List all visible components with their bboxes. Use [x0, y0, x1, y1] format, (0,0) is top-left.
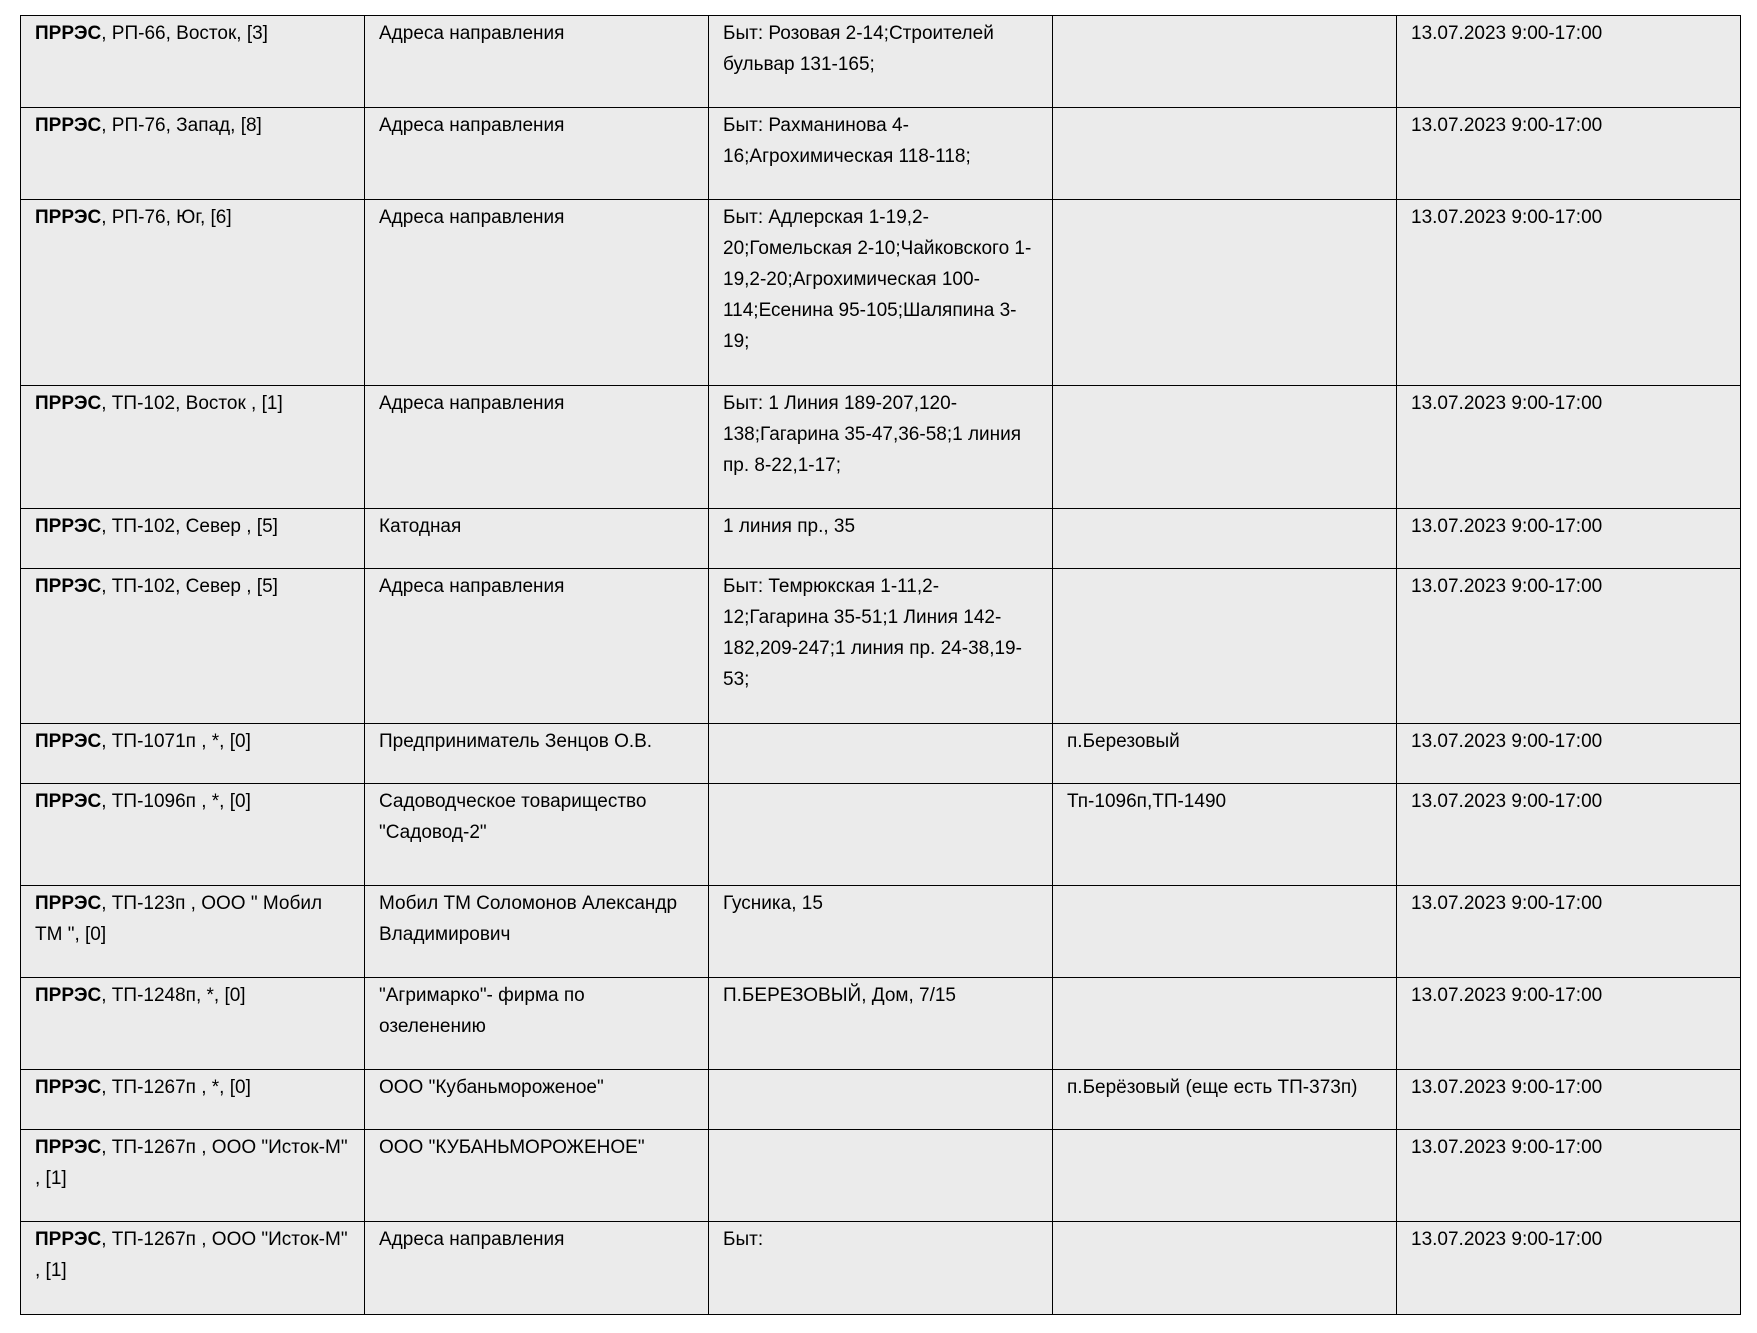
note-cell [1053, 108, 1397, 200]
substation-info: , ТП-102, Восток , [1] [101, 393, 283, 414]
table-row [21, 200, 1741, 386]
substation-cell [21, 509, 365, 569]
time-cell: 13.07.2023 9:00-17:00 [1397, 1130, 1741, 1222]
org-name: ПРРЭС [35, 576, 102, 597]
org-name: ПРРЭС [35, 985, 102, 1006]
org-name: ПРРЭС [35, 893, 102, 914]
consumer-cell: Адреса направления [365, 569, 709, 724]
table-row [21, 724, 1741, 784]
substation-cell [21, 1070, 365, 1130]
address-cell: П.БЕРЕЗОВЫЙ, Дом, 7/15 [709, 978, 1053, 1070]
org-name: ПРРЭС [35, 115, 102, 136]
table-row [21, 1070, 1741, 1130]
note-cell [1053, 509, 1397, 569]
consumer-cell: Садоводческое товарищество "Садовод-2" [365, 784, 709, 886]
org-name: ПРРЭС [35, 731, 102, 752]
address-cell [709, 724, 1053, 784]
table-row [21, 1222, 1741, 1315]
note-cell: Тп-1096п,ТП-1490 [1053, 784, 1397, 886]
note-cell: п.Березовый [1053, 724, 1397, 784]
consumer-cell: ООО "Кубаньмороженое" [365, 1070, 709, 1130]
address-cell: Быт: Розовая 2-14;Строителей бульвар 131-165; [709, 16, 1053, 108]
address-cell [709, 1130, 1053, 1222]
org-name: ПРРЭС [35, 1077, 102, 1098]
time-cell: 13.07.2023 9:00-17:00 [1397, 509, 1741, 569]
org-name: ПРРЭС [35, 1229, 102, 1250]
substation-cell [21, 16, 365, 108]
substation-cell [21, 200, 365, 386]
time-cell: 13.07.2023 9:00-17:00 [1397, 108, 1741, 200]
table-row [21, 509, 1741, 569]
substation-info: , ТП-1096п , *, [0] [101, 791, 251, 812]
table-row [21, 978, 1741, 1070]
time-cell: 13.07.2023 9:00-17:00 [1397, 569, 1741, 724]
substation-info: , ТП-1267п , ООО "Исток-М" , [1] [35, 1229, 348, 1281]
time-cell: 13.07.2023 9:00-17:00 [1397, 200, 1741, 386]
org-name: ПРРЭС [35, 207, 102, 228]
address-cell: Быт: Адлерская 1-19,2-20;Гомельская 2-10;Чайковского 1-19,2-20;Агрохимическая 100-114;Есенина 95-105;Шаляпина 3-19; [709, 200, 1053, 386]
address-cell: 1 линия пр., 35 [709, 509, 1053, 569]
table-row [21, 1130, 1741, 1222]
consumer-cell: Адреса направления [365, 16, 709, 108]
time-cell: 13.07.2023 9:00-17:00 [1397, 886, 1741, 978]
table-row [21, 108, 1741, 200]
substation-cell [21, 1130, 365, 1222]
substation-info: , ТП-1267п , ООО "Исток-М" , [1] [35, 1137, 348, 1189]
consumer-cell: Адреса направления [365, 200, 709, 386]
substation-cell [21, 784, 365, 886]
note-cell [1053, 200, 1397, 386]
time-cell: 13.07.2023 9:00-17:00 [1397, 724, 1741, 784]
consumer-cell: "Агримарко"- фирма по озеленению [365, 978, 709, 1070]
substation-info: , РП-76, Юг, [6] [101, 207, 232, 228]
substation-cell [21, 569, 365, 724]
table-row [21, 16, 1741, 108]
address-cell: Быт: Рахманинова 4-16;Агрохимическая 118-118; [709, 108, 1053, 200]
substation-cell [21, 108, 365, 200]
address-cell: Быт: Темрюкская 1-11,2-12;Гагарина 35-51;1 Линия 142-182,209-247;1 линия пр. 24-38,19-53; [709, 569, 1053, 724]
consumer-cell: Адреса направления [365, 386, 709, 509]
table-row [21, 569, 1741, 724]
table-row [21, 784, 1741, 886]
note-cell [1053, 16, 1397, 108]
consumer-cell: Адреса направления [365, 1222, 709, 1315]
time-cell: 13.07.2023 9:00-17:00 [1397, 386, 1741, 509]
org-name: ПРРЭС [35, 23, 102, 44]
time-cell: 13.07.2023 9:00-17:00 [1397, 784, 1741, 886]
note-cell [1053, 386, 1397, 509]
note-cell [1053, 886, 1397, 978]
note-cell [1053, 1130, 1397, 1222]
outage-schedule-table [20, 15, 1741, 1315]
address-cell [709, 784, 1053, 886]
note-cell [1053, 569, 1397, 724]
consumer-cell: Мобил ТМ Соломонов Александр Владимирович [365, 886, 709, 978]
substation-info: , РП-76, Запад, [8] [101, 115, 262, 136]
address-cell: Быт: [709, 1222, 1053, 1315]
substation-info: , РП-66, Восток, [3] [101, 23, 268, 44]
time-cell: 13.07.2023 9:00-17:00 [1397, 16, 1741, 108]
note-cell [1053, 978, 1397, 1070]
consumer-cell: Предприниматель Зенцов О.В. [365, 724, 709, 784]
substation-cell [21, 724, 365, 784]
substation-info: , ТП-1248п, *, [0] [101, 985, 246, 1006]
substation-cell [21, 1222, 365, 1315]
consumer-cell: Адреса направления [365, 108, 709, 200]
substation-cell [21, 386, 365, 509]
table-row [21, 886, 1741, 978]
substation-cell [21, 978, 365, 1070]
address-cell [709, 1070, 1053, 1130]
note-cell [1053, 1222, 1397, 1315]
time-cell: 13.07.2023 9:00-17:00 [1397, 978, 1741, 1070]
consumer-cell: ООО "КУБАНЬМОРОЖЕНОЕ" [365, 1130, 709, 1222]
consumer-cell: Катодная [365, 509, 709, 569]
time-cell: 13.07.2023 9:00-17:00 [1397, 1070, 1741, 1130]
substation-info: , ТП-1071п , *, [0] [101, 731, 251, 752]
org-name: ПРРЭС [35, 791, 102, 812]
substation-info: , ТП-123п , ООО " Мобил ТМ ", [0] [35, 893, 323, 945]
org-name: ПРРЭС [35, 393, 102, 414]
org-name: ПРРЭС [35, 516, 102, 537]
address-cell: Быт: 1 Линия 189-207,120-138;Гагарина 35-47,36-58;1 линия пр. 8-22,1-17; [709, 386, 1053, 509]
substation-info: , ТП-1267п , *, [0] [101, 1077, 251, 1098]
note-cell: п.Берёзовый (еще есть ТП-373п) [1053, 1070, 1397, 1130]
substation-cell [21, 886, 365, 978]
address-cell: Гусника, 15 [709, 886, 1053, 978]
time-cell: 13.07.2023 9:00-17:00 [1397, 1222, 1741, 1315]
org-name: ПРРЭС [35, 1137, 102, 1158]
table-row [21, 386, 1741, 509]
substation-info: , ТП-102, Север , [5] [101, 576, 278, 597]
substation-info: , ТП-102, Север , [5] [101, 516, 278, 537]
